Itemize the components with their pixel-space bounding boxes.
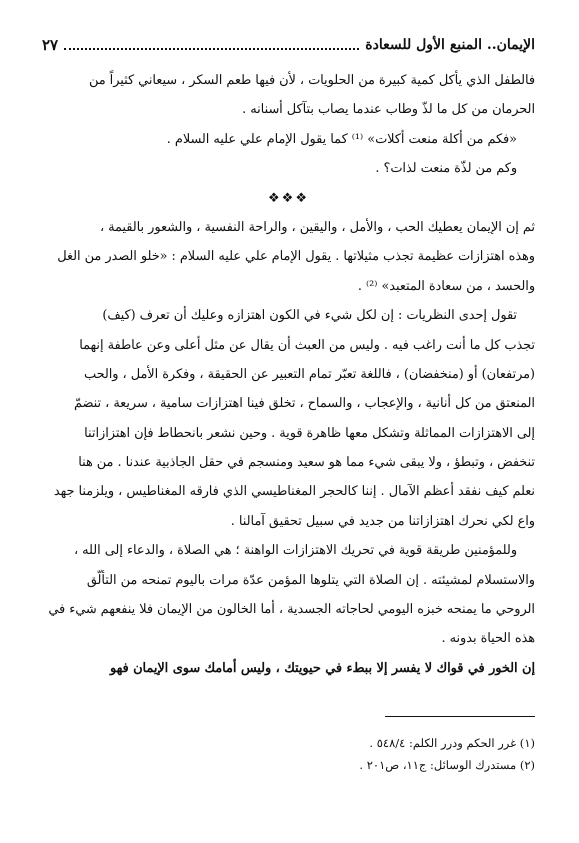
footnote-2: (٢) مستدرك الوسائل: ج١١، ص٢٠١ . xyxy=(359,758,535,772)
paragraph-7 xyxy=(42,654,535,683)
section-separator: ❖❖❖ xyxy=(268,190,309,206)
text-line: المنعتق من كل أنانية ، والإعجاب ، والسماح ، تخلق فينا اهتزازات سامية ، سريعة ، تنضمّ xyxy=(74,396,535,412)
paragraph-3 xyxy=(42,154,535,183)
text-line: (مرتفعان) أو (منخفضان) ، فاللغة تعبّر تمام التعبير عن الحقيقة ، وفكرة الأمل ، والحب xyxy=(84,366,535,382)
text-line: هذه الحياة بدونه . xyxy=(441,631,535,647)
text-line: والاستسلام لمشيئته . إن الصلاة التي يتلوها المؤمن عدّة مرات باليوم تمنحه من التألّق xyxy=(86,572,535,588)
text-line: وكم من لذّة منعت لذات؟ . xyxy=(375,161,517,177)
text-line: نعلم كيف نفقد أعظم الآمال . إننا كالحجر المغناطيسي الذي فارقه المغناطيس ، ويلزمنا جهد xyxy=(53,484,535,500)
page-body xyxy=(42,66,535,683)
text-line: تنخفض ، وتبطؤ ، ولا يبقى شيء مما هو سعيد ومنسجم في حقل الجاذبية عندنا . من هنا xyxy=(78,455,535,471)
text-line: إلى الاهتزازات المماثلة وتشكل معها ظاهرة قوية . وحين نشعر بانحطاط فإن اهتزازاتنا xyxy=(84,425,535,441)
text-line: واع لكي نحرك اهتزازاتنا من جديد في سبيل تحقيق آمالنا . xyxy=(230,513,535,529)
text-line: وللمؤمنين طريقة قوية في تحريك الاهتزازات الواهنة ؛ هي الصلاة ، والدعاء إلى الله ، xyxy=(73,543,517,559)
footnote-1: (١) غرر الحكم ودرر الكلم: ٥٤٨/٤ . xyxy=(369,736,535,750)
text-line: الروحي ما يمنحه خبزه اليومي لحاجاته الجسدية ، أما الخالون من الإيمان فلا ينفعهم شيء في xyxy=(48,602,535,618)
footnotes xyxy=(42,732,535,776)
paragraph-2 xyxy=(42,125,535,154)
paragraph-5 xyxy=(42,301,535,536)
text-line: «فكم من أكلة منعت أكلات» ⁽¹⁾ كما يقول الإمام علي عليه السلام . xyxy=(166,131,517,147)
page-number: ٢٧ xyxy=(42,36,59,54)
text-line: والحسد ، من سعادة المتعبد» ⁽²⁾ . xyxy=(357,278,535,294)
text-line: ثم إن الإيمان يعطيك الحب ، والأمل ، واليقين ، والراحة النفسية ، والشعور بالقيمة ، xyxy=(99,219,535,235)
text-line: تقول إحدى النظريات : إن لكل شيء في الكون اهتزازه وعليك أن تعرف (كيف) xyxy=(102,308,517,324)
paragraph-6 xyxy=(42,536,535,654)
running-title: الإيمان.. المنبع الأول للسعادة xyxy=(365,37,535,53)
text-line: تجذب كل ما أنت راغب فيه . وليس من العبث أن يقال عن مثل أعلى وعن عاطفة إنهما xyxy=(79,337,535,353)
footnote-rule xyxy=(385,716,535,717)
header-dotted-leader xyxy=(64,40,359,50)
page-header xyxy=(42,34,535,56)
text-line: إن الخور في قواك لا يفسر إلا ببطء في حيويتك ، وليس أمامك سوى الإيمان فهو xyxy=(110,660,535,676)
text-line: وهذه اهتزازات عظيمة تجذب مثيلاتها . يقول الإمام علي عليه السلام : «خلو الصدر من الغل xyxy=(57,249,535,265)
paragraph-4 xyxy=(42,213,535,301)
text-line: فالطفل الذي يأكل كمية كبيرة من الحلويات ، لأن فيها طعم السكر ، سيعاني كثيراً من xyxy=(88,73,535,88)
text-line: الحرمان من كل ما لذّ وطاب عندما يصاب بتآكل أسنانه . xyxy=(242,102,535,118)
paragraph-1 xyxy=(42,66,535,125)
